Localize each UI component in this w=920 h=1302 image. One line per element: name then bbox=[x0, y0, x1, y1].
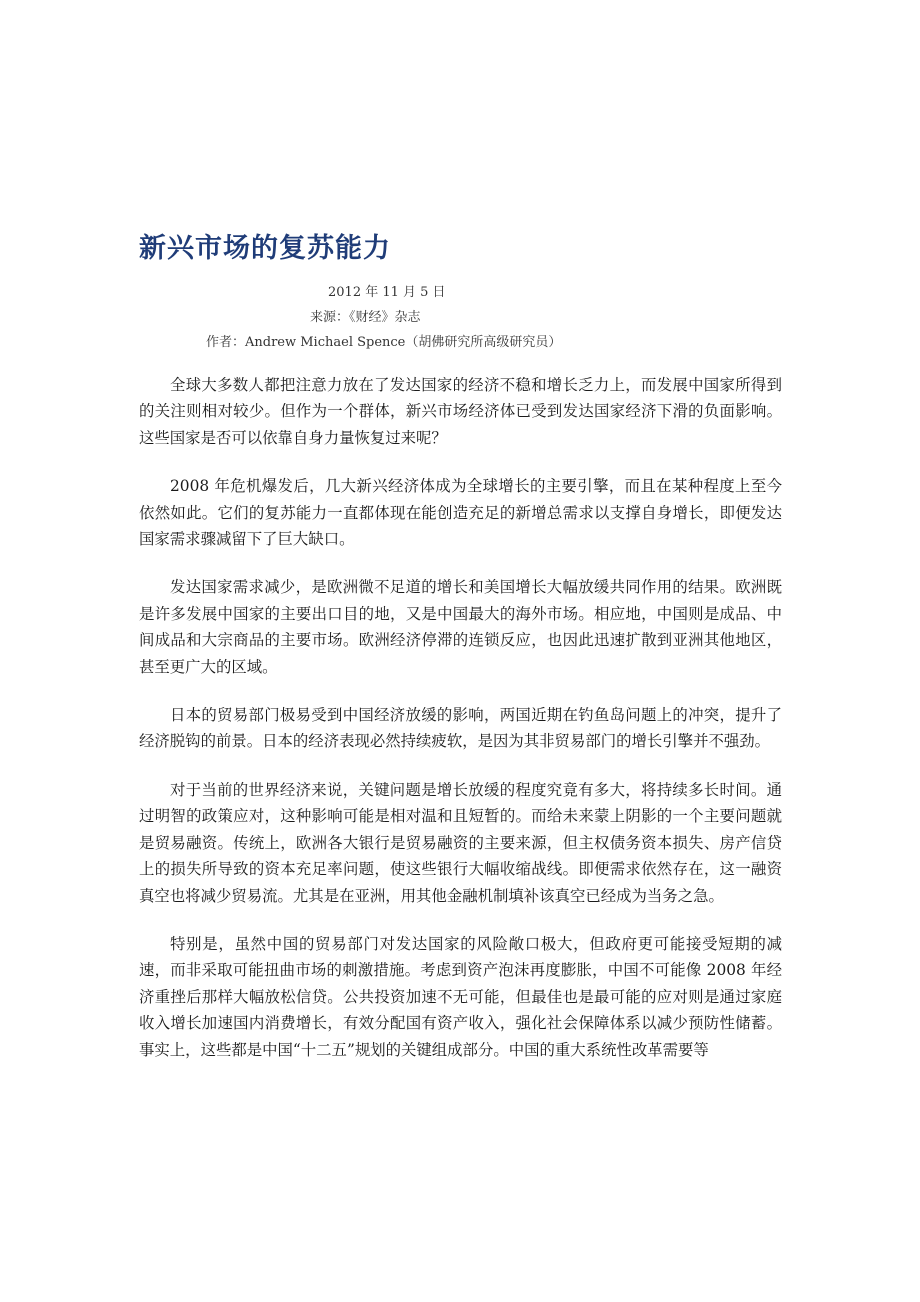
paragraph-3: 发达国家需求减少，是欧洲微不足道的增长和美国增长大幅放缓共同作用的结果。欧洲既是许多发展中国家的主要出口目的地，又是中国最大的海外市场。相应地，中国则是成品、中间成品和大宗商品的主要市场。欧洲经济停滞的连锁反应，也因此迅速扩散到亚洲其他地区，甚至更广大的区域。 bbox=[139, 578, 782, 676]
article-author bbox=[139, 331, 849, 350]
article-date bbox=[139, 281, 920, 300]
paragraph-6: 特别是，虽然中国的贸易部门对发达国家的风险敞口极大，但政府更可能接受短期的减速，而非采取可能扭曲市场的刺激措施。考虑到资产泡沫再度膨胀，中国不可能像 2008 年经济重挫后那样大幅放松信贷。公共投资加速不无可能，但最佳也是最可能的应对则是通过家庭收入增长加速国内消费增长，有效分配国有资产收入，强化社会保障体系以减少预防性储蓄。事实上，这些都是中国“十二五”规划的关键组成部分。中国的重大系统性改革需要等 bbox=[139, 934, 782, 1059]
article-source bbox=[139, 306, 920, 325]
paragraph-1: 全球大多数人都把注意力放在了发达国家的经济不稳和增长乏力上，而发展中国家所得到的关注则相对较少。但作为一个群体，新兴市场经济体已受到发达国家经济下滑的负面影响。这些国家是否可以依靠自身力量恢复过来呢？ bbox=[139, 376, 782, 447]
article-body bbox=[139, 372, 782, 1085]
paragraph-5: 对于当前的世界经济来说，关键问题是增长放缓的程度究竟有多大，将持续多长时间。通过明智的政策应对，这种影响可能是相对温和且短暂的。而给未来蒙上阴影的一个主要问题就是贸易融资。传统上，欧洲各大银行是贸易融资的主要来源，但主权债务资本损失、房产信贷上的损失所导致的资本充足率问题，使这些银行大幅收缩战线。即便需求依然存在，这一融资真空也将减少贸易流。尤其是在亚洲，用其他金融机制填补该真空已经成为当务之急。 bbox=[139, 780, 782, 905]
article-author-text: 作者：Andrew Michael Spence（胡佛研究所高级研究员） bbox=[206, 335, 562, 350]
paragraph-4: 日本的贸易部门极易受到中国经济放缓的影响，两国近期在钓鱼岛问题上的冲突，提升了经济脱钩的前景。日本的经济表现必然持续疲软，是因为其非贸易部门的增长引擎并不强劲。 bbox=[139, 706, 782, 751]
paragraph-2: 2008 年危机爆发后，几大新兴经济体成为全球增长的主要引擎，而且在某种程度上至今依然如此。它们的复苏能力一直都体现在能创造充足的新增总需求以支撑自身增长，即便发达国家需求骤减留下了巨大缺口。 bbox=[139, 477, 782, 549]
article-date-text: 2012 年 11 月 5 日 bbox=[328, 285, 446, 300]
article-source-text: 来源：《财经》杂志 bbox=[310, 310, 421, 325]
article-title: 新兴市场的复苏能力 bbox=[139, 233, 391, 264]
